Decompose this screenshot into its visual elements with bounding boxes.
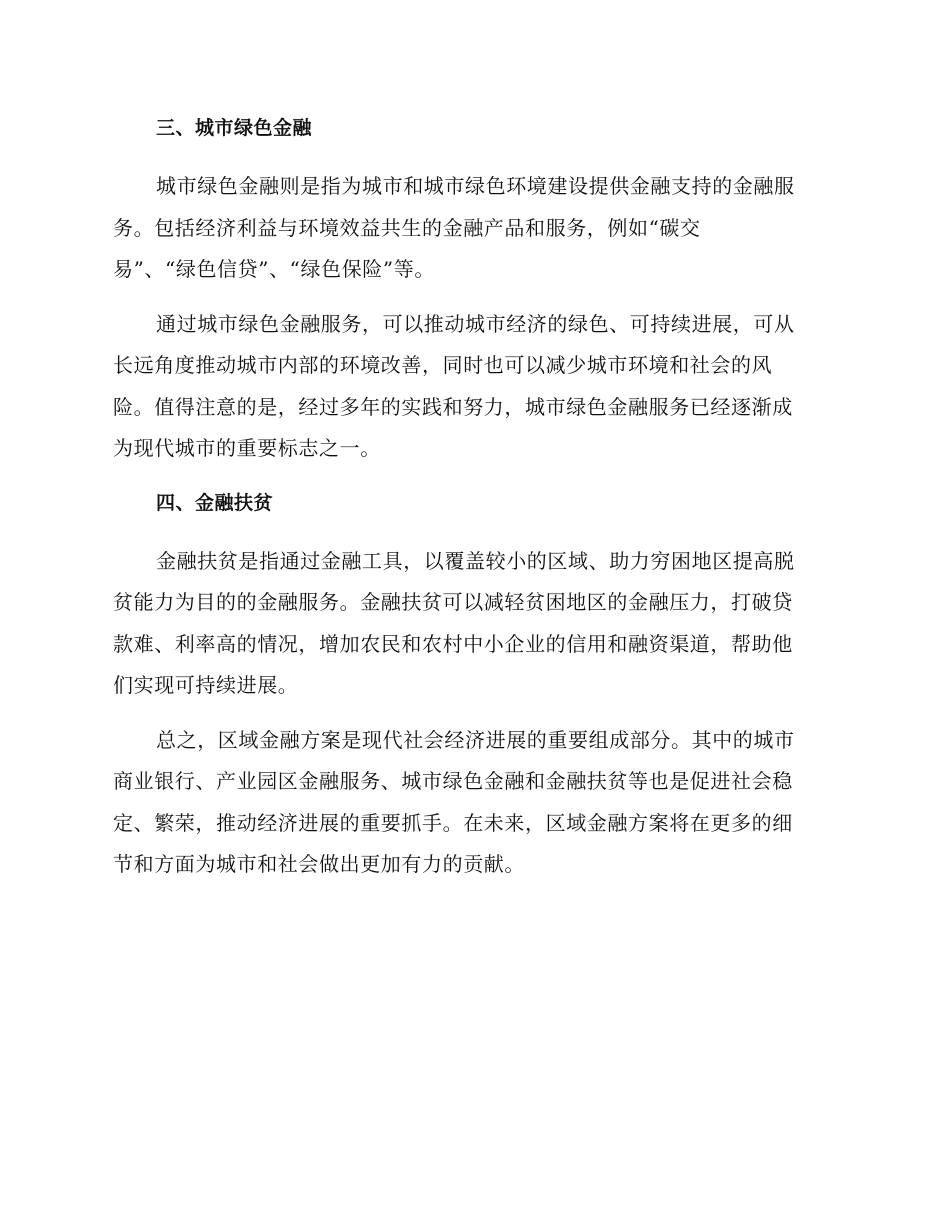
text-line: 为现代城市的重要标志之一。 (113, 436, 381, 460)
text-line: 定、繁荣，推动经济进展的重要抓手。在未来，区域金融方案将在更多的细 (113, 810, 793, 835)
paragraph-green-finance-definition (113, 166, 835, 291)
text-line: 通过城市绿色金融服务，可以推动城市经济的绿色、可持续进展，可从 (156, 311, 795, 336)
paragraph-poverty-finance-definition (113, 541, 835, 707)
paragraph-green-finance-benefits (113, 304, 835, 470)
text-line: 城市绿色金融则是指为城市和城市绿色环境建设提供金融支持的金融服 (156, 174, 795, 198)
text-line: 贫能力为目的的金融服务。金融扶贫可以减轻贫困地区的金融压力，打破贷 (113, 590, 793, 614)
text-line: 总之，区域金融方案是现代社会经济进展的重要组成部分。其中的城市 (156, 727, 795, 752)
text-line: 节和方面为城市和社会做出更加有力的贡献。 (113, 852, 525, 876)
text-line: 险。值得注意的是，经过多年的实践和努力，城市绿色金融服务已经逐渐成 (113, 394, 793, 419)
text-line: 务。包括经济利益与环境效益共生的金融产品和服务，例如“碳交 (113, 215, 701, 240)
text-line: 款难、利率高的情况，增加农民和农村中小企业的信用和融资渠道，帮助他 (113, 631, 793, 656)
section-heading-poverty-finance: 四、金融扶贫 (156, 491, 274, 514)
document-body (113, 108, 835, 899)
section-heading-green-finance: 三、城市绿色金融 (156, 117, 313, 139)
text-line: 易”、“绿色信贷”、“绿色保险”等。 (113, 257, 435, 281)
text-line: 长远角度推动城市内部的环境改善，同时也可以减少城市环境和社会的风 (113, 353, 773, 377)
paragraph-conclusion (113, 720, 835, 886)
text-line: 们实现可持续进展。 (113, 673, 299, 697)
text-line: 金融扶贫是指通过金融工具，以覆盖较小的区域、助力穷困地区提高脱 (156, 548, 795, 573)
text-line: 商业银行、产业园区金融服务、城市绿色金融和金融扶贫等也是促进社会稳 (113, 769, 793, 793)
